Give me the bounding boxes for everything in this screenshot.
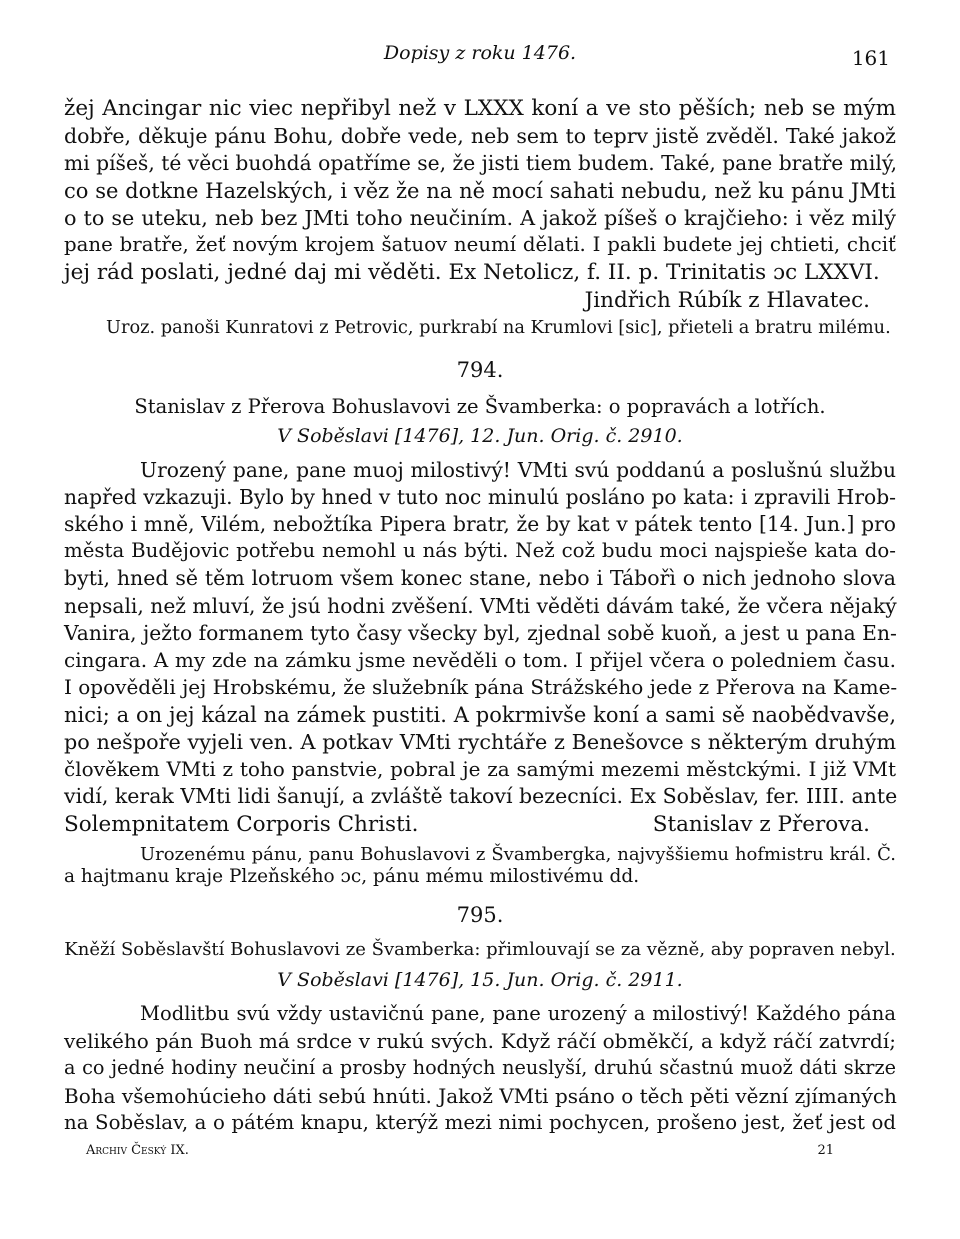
address-line: a hajtmanu kraje Plzeňského ɔc, pánu mému milostivému dd.: [64, 866, 640, 887]
text-line: napřed vzkazuji. Bylo by hned v tuto noc minulú posláno po kata: i zpravili Hrob-: [64, 485, 896, 509]
text-line: byti, hned sě těm lotruom všem konec stane, nebo i Tábořì o nich jednoho slova: [64, 566, 896, 590]
text-line: Boha všemohúcieho dáti sebú hnúti. Jakož VMti psáno o těch pěti vězní zjímaných: [64, 1084, 897, 1108]
text-line: vidí, kerak VMti lidi šanují, a zvláště takoví bezecníci. Ex Soběslav, fer. IIII. ante: [64, 784, 898, 808]
text-line: cingara. A my zde na zámku jsme nevěděli o tom. I přijel včera o poledniem času.: [64, 648, 896, 672]
book-page: [64, 0, 896, 1239]
text-line: co se dotkne Hazelských, i věz že na ně mocí sahati nebudu, než ku pánu JMti: [64, 179, 896, 203]
running-title: Dopisy z roku 1476.: [383, 42, 577, 64]
text-line: ského i mně, Vilém, nebožtíka Pipera bratr, že by kat v pátek tento [14. Jun.] pro: [64, 512, 896, 536]
text-line: Modlitbu svú vždy ustavičnú pane, pane urozený a milostivý! Každého pána: [140, 1002, 896, 1025]
text-line: na Soběslav, a o pátém knapu, kterýž mezi nimi pochycen, prošeno jest, žeť jest od: [64, 1111, 896, 1134]
page-number: 161: [851, 46, 890, 70]
gathering-number: 21: [817, 1143, 834, 1158]
text-line: mi píšeš, té věci buohdá opatříme se, že jisti tiem budem. Také, pane bratře milý,: [64, 151, 898, 175]
text-line: nepsali, než mluví, že jsú hodni zvěšení. VMti věděti dávám také, že včera nějaký: [64, 594, 897, 618]
text-line: Vanira, ježto formanem tyto časy všecky byl, zjednal sobě kuoň, a jest u pana En-: [64, 621, 897, 645]
letter-number: 794.: [456, 358, 504, 382]
text-line: pane bratře, žeť novým krojem šatuov neumí dělati. I pakli budete jej chtieti, chciť: [64, 233, 896, 256]
text-line: dobře, děkuje pánu Bohu, dobře vede, neb sem to teprv jistě zvěděl. Také jakož: [64, 124, 896, 148]
page-header: [64, 42, 896, 78]
text-line: po nešpoře vyjeli ven. A potkav VMti rychtáře z Benešovce s některým druhým: [64, 730, 896, 754]
letter-dateline: V Soběslavi [1476], 15. Jun. Orig. č. 2911.: [277, 969, 683, 991]
signature: Jindřich Rúbík z Hlavatec.: [584, 288, 870, 313]
letter-number: 795.: [456, 903, 504, 927]
text-line: o to se uteku, neb bez JMti toho neučiním. A jakož píšeš o krajčieho: i věz milý: [64, 206, 896, 230]
text-line: člověkem VMti z toho panstvie, pobral je za samými mezemi městckými. I již VMt: [64, 757, 896, 781]
address-line: Urozenému pánu, panu Bohuslavovi z Švambergka, najvyššiemu hofmistru král. Č.: [140, 844, 896, 865]
letter-summary: Kněží Soběslavští Bohuslavovi ze Švamberka: přimlouvají se za vězně, aby popraven nebyl.: [64, 939, 896, 960]
letter-dateline: V Soběslavi [1476], 12. Jun. Orig. č. 2910.: [277, 425, 683, 447]
signature: Stanislav z Přerova.: [652, 812, 870, 837]
text-line: velikého pán Buoh má srdce v rukú svých. Když ráčí obměkčí, a když ráčí zatvrdí;: [64, 1029, 896, 1053]
text-line: nici; a on jej kázal na zámek pustiti. A pokrmivše koní a sami sě naobědvavše,: [64, 703, 896, 727]
text-line: žej Ancingar nic viec nepřibyl než v LXXX koní a ve sto pěších; neb se mým: [64, 96, 896, 121]
text-line: a co jedné hodiny neučiní a prosby hodných neuslyší, druhú sčastnú muož dáti skrze: [64, 1056, 896, 1079]
signature-mark: Archiv Český IX.: [86, 1143, 189, 1158]
text-line: jej rád poslati, jedné daj mi věděti. Ex Netolicz, f. II. p. Trinitatis ɔc LXXVI.: [64, 260, 880, 285]
address: Uroz. panoši Kunratovi z Petrovic, purkrabí na Krumlovi [sic], přieteli a bratru milému.: [106, 318, 891, 338]
letter-summary: Stanislav z Přerova Bohuslavovi ze Švamberka: o popravách a lotřích.: [134, 395, 826, 418]
text-line: I opověděli jej Hrobskému, že služebník pána Strážského jede z Přerova na Kame-: [64, 675, 898, 699]
closing-line: Solempnitatem Corporis Christi.: [64, 812, 419, 837]
text-line: města Budějovic potřebu nemohl u nás býti. Než což budu moci najspieše kata do-: [64, 539, 896, 562]
text-line: Urozený pane, pane muoj milostivý! VMti svú poddanú a poslušnú službu: [140, 458, 896, 482]
